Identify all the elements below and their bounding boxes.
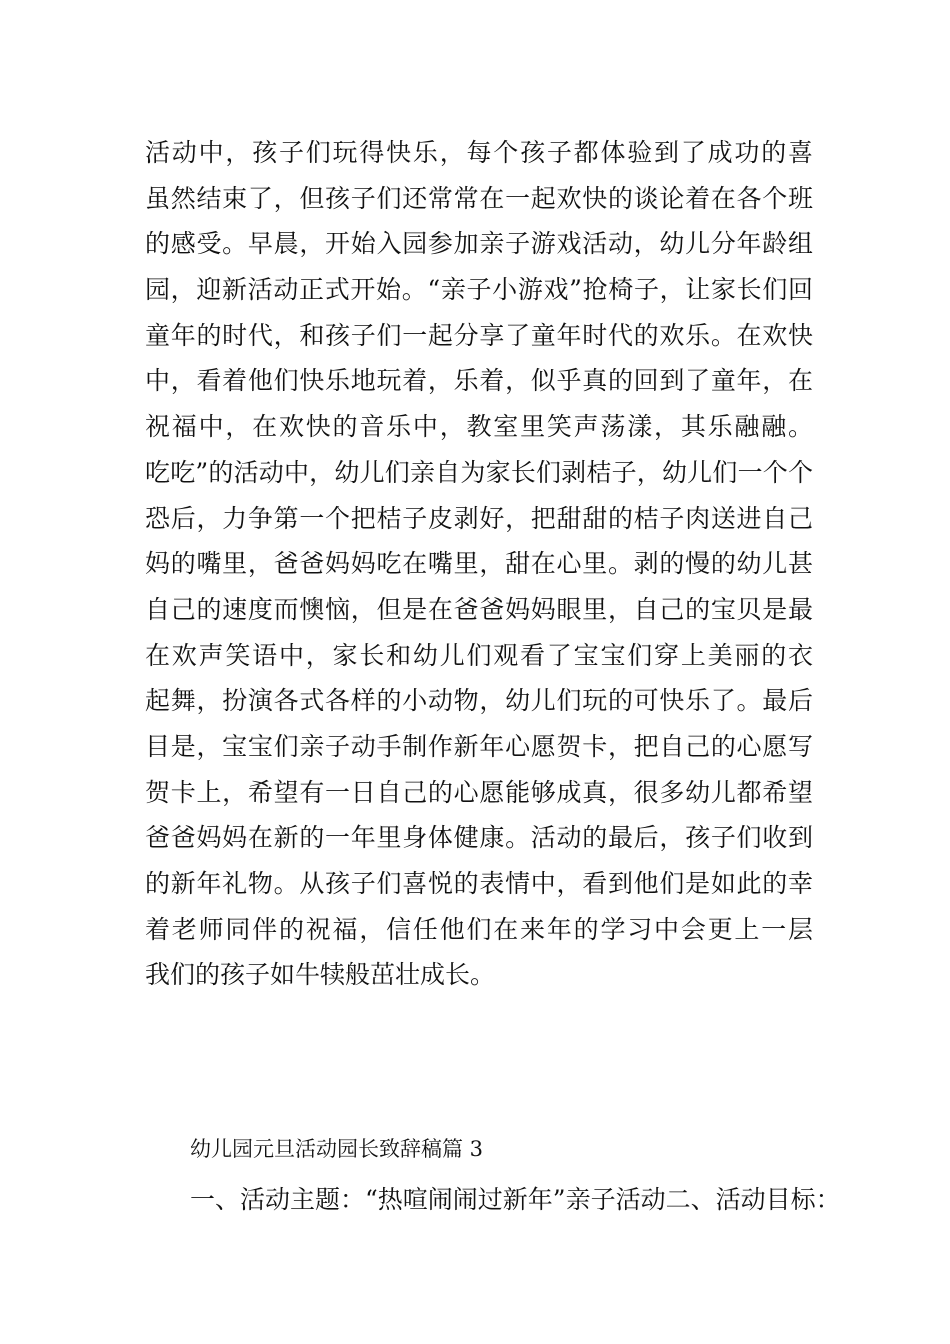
paragraph-line: 的感受。早晨，开始入园参加亲子游戏活动，幼儿分年龄组 (145, 229, 813, 259)
paragraph-line: 吃吃”的活动中，幼儿们亲自为家长们剥桔子，幼儿们一个个 (145, 457, 813, 487)
paragraph-line: 爸爸妈妈在新的一年里身体健康。活动的最后，孩子们收到 (145, 823, 813, 853)
paragraph-line: 目是，宝宝们亲子动手制作新年心愿贺卡，把自己的心愿写 (145, 731, 813, 761)
section-heading: 幼儿园元旦活动园长致辞稿篇 3 (190, 1137, 484, 1161)
paragraph-line: 童年的时代，和孩子们一起分享了童年时代的欢乐。在欢快 (145, 320, 813, 350)
paragraph-line: 中，看着他们快乐地玩着，乐着，似乎真的回到了童年，在 (145, 366, 813, 396)
paragraph-line-last: 我们的孩子如牛犊般茁壮成长。 (145, 960, 496, 990)
paragraph-line: 在欢声笑语中，家长和幼儿们观看了宝宝们穿上美丽的衣 (145, 640, 813, 670)
paragraph-line: 祝福中，在欢快的音乐中，教室里笑声荡漾，其乐融融。 (145, 412, 813, 442)
paragraph-line: 的新年礼物。从孩子们喜悦的表情中，看到他们是如此的幸 (145, 869, 813, 898)
paragraph-line: 起舞，扮演各式各样的小动物，幼儿们玩的可快乐了。最后 (145, 686, 813, 716)
paragraph-line: 自己的速度而懊恼，但是在爸爸妈妈眼里，自己的宝贝是最 (145, 594, 813, 624)
paragraph-line: 妈的嘴里，爸爸妈妈吃在嘴里，甜在心里。剥的慢的幼儿甚 (145, 549, 813, 579)
paragraph-line: 虽然结束了，但孩子们还常常在一起欢快的谈论着在各个班 (145, 183, 813, 213)
paragraph-line: 恐后，力争第一个把桔子皮剥好，把甜甜的桔子肉送进自己 (145, 503, 813, 533)
paragraph-line: 着老师同伴的祝福，信任他们在来年的学习中会更上一层 (145, 914, 813, 944)
section-line: 一、活动主题：“热喧闹闹过新年”亲子活动二、活动目标： (190, 1185, 841, 1214)
paragraph-line: 活动中，孩子们玩得快乐，每个孩子都体验到了成功的喜 (145, 138, 813, 167)
paragraph-line: 贺卡上，希望有一日自己的心愿能够成真，很多幼儿都希望 (145, 777, 813, 807)
body-paragraph (145, 130, 813, 998)
paragraph-line: 园，迎新活动正式开始。“亲子小游戏”抢椅子，让家长们回 (145, 275, 813, 305)
